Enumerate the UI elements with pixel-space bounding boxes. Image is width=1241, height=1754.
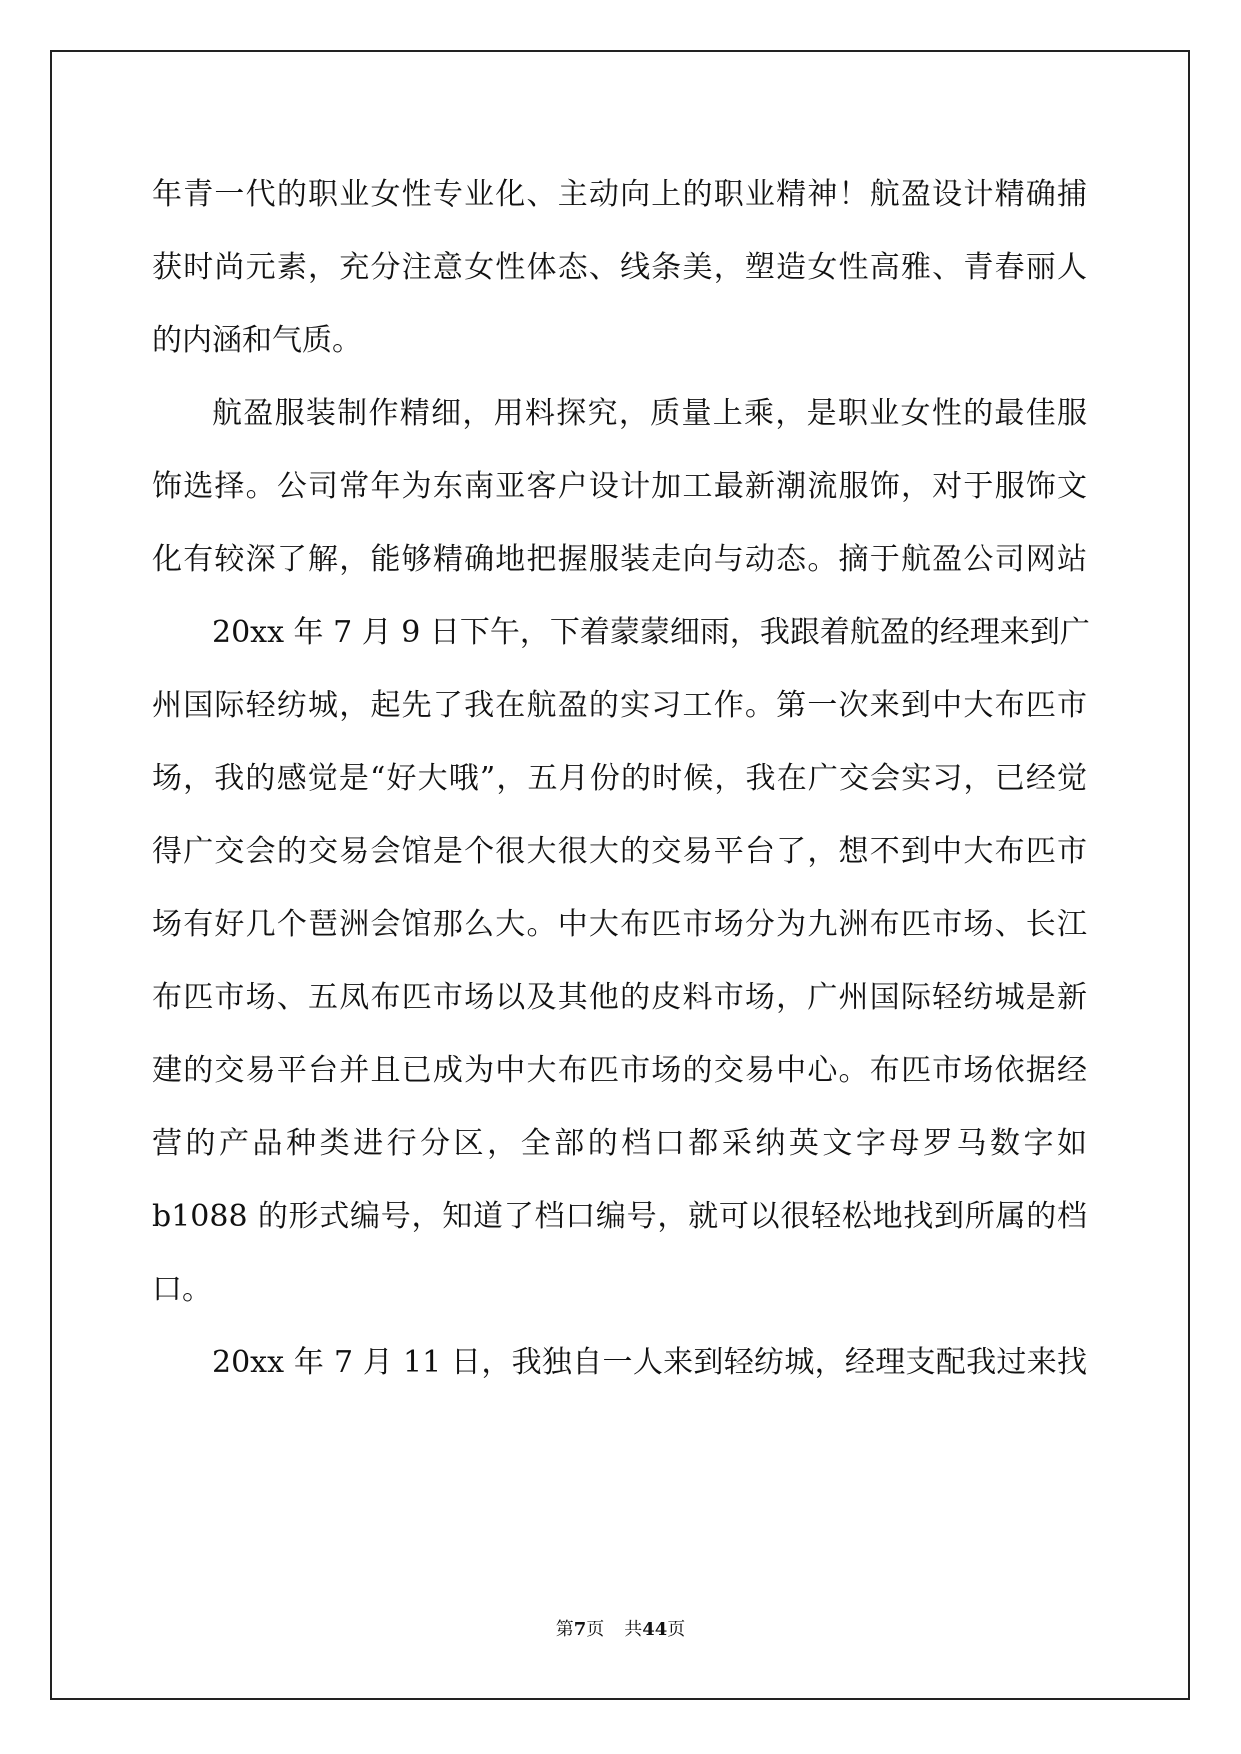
text-line: 得广交会的交易会馆是个很大很大的交易平台了，想不到中大布匹市 bbox=[152, 834, 1087, 869]
text-line: 布匹市场、五凤布匹市场以及其他的皮料市场，广州国际轻纺城是新 bbox=[152, 980, 1087, 1015]
text-line: b1088 的形式编号，知道了档口编号，就可以很轻松地找到所属的档 bbox=[152, 1199, 1087, 1234]
text-line: 饰选择。公司常年为东南亚客户设计加工最新潮流服饰，对于服饰文 bbox=[152, 469, 1087, 504]
page-number: 7 bbox=[573, 1619, 587, 1640]
text-line: 年青一代的职业女性专业化、主动向上的职业精神！航盈设计精确捕 bbox=[152, 177, 1087, 212]
total-pages: 44 bbox=[642, 1619, 668, 1640]
text-line: 化有较深了解，能够精确地把握服装走向与动态。摘于航盈公司网站 bbox=[152, 542, 1087, 577]
document-body bbox=[152, 158, 1090, 1399]
text-line: 场，我的感觉是“好大哦”，五月份的时候，我在广交会实习，已经觉 bbox=[152, 761, 1087, 796]
footer-total-suffix: 页 bbox=[667, 1619, 686, 1640]
text-line: 场有好几个琶洲会馆那么大。中大布匹市场分为九洲布匹市场、长江 bbox=[152, 907, 1087, 942]
footer-prefix: 第 bbox=[555, 1619, 574, 1640]
text-line: 的内涵和气质。 bbox=[152, 323, 362, 358]
page-footer bbox=[0, 1615, 1241, 1641]
paragraph-first-line: 20xx 年 7 月 9 日下午，下着蒙蒙细雨，我跟着航盈的经理来到广 bbox=[212, 615, 1090, 650]
text-line: 建的交易平台并且已成为中大布匹市场的交易中心。布匹市场依据经 bbox=[152, 1053, 1087, 1088]
paragraph-first-line: 20xx 年 7 月 11 日，我独自一人来到轻纺城，经理支配我过来找 bbox=[212, 1345, 1087, 1380]
footer-total-prefix: 共 bbox=[624, 1619, 643, 1640]
text-line: 口。 bbox=[152, 1272, 212, 1307]
text-line: 营的产品种类进行分区，全部的档口都采纳英文字母罗马数字如 bbox=[152, 1126, 1087, 1161]
text-line: 获时尚元素，充分注意女性体态、线条美，塑造女性高雅、青春丽人 bbox=[152, 250, 1087, 285]
paragraph-first-line: 航盈服装制作精细，用料探究，质量上乘，是职业女性的最佳服 bbox=[212, 396, 1087, 431]
text-line: 州国际轻纺城，起先了我在航盈的实习工作。第一次来到中大布匹市 bbox=[152, 688, 1087, 723]
footer-page-suffix: 页 bbox=[586, 1619, 605, 1640]
